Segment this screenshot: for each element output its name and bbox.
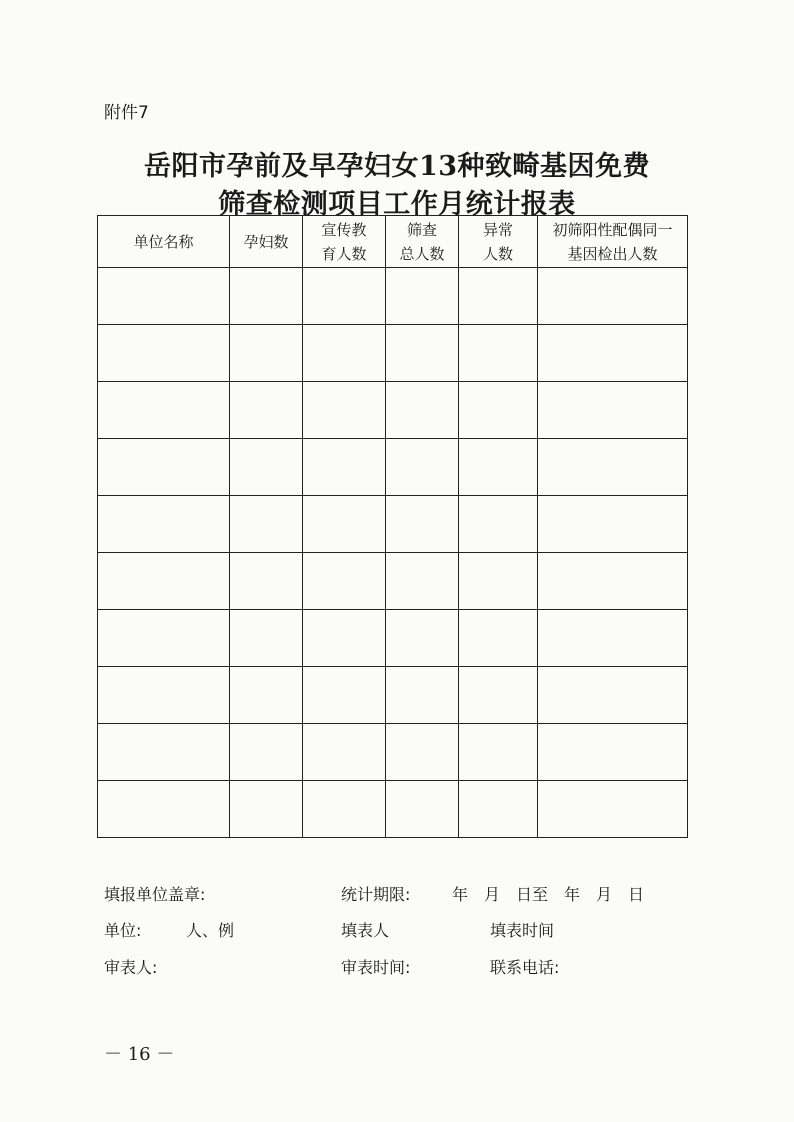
table-cell — [230, 325, 303, 382]
table-cell — [230, 268, 303, 325]
table-cell — [98, 496, 230, 553]
table-row — [98, 724, 688, 781]
table-cell — [459, 496, 538, 553]
table-cell — [386, 439, 459, 496]
unit-value: 人、例 — [186, 921, 235, 940]
header-screening-total: 筛查 总人数 — [386, 216, 459, 268]
table-cell — [538, 439, 688, 496]
table-cell — [230, 724, 303, 781]
attachment-label: 附件7 — [104, 103, 149, 123]
filler-label: 填表人 — [341, 921, 390, 940]
seal-label: 填报单位盖章: — [104, 885, 206, 904]
table-cell — [538, 781, 688, 838]
table-cell — [459, 610, 538, 667]
table-cell — [386, 724, 459, 781]
statistics-table — [97, 215, 688, 838]
table-cell — [386, 553, 459, 610]
table-cell — [538, 724, 688, 781]
table-cell — [230, 553, 303, 610]
table-cell — [230, 382, 303, 439]
table-cell — [386, 268, 459, 325]
table-cell — [538, 325, 688, 382]
table-row — [98, 553, 688, 610]
table-cell — [303, 325, 386, 382]
table-cell — [538, 610, 688, 667]
table-cell — [98, 382, 230, 439]
table-cell — [98, 325, 230, 382]
table-cell — [538, 667, 688, 724]
review-time-label: 审表时间: — [341, 958, 411, 977]
table-cell — [386, 781, 459, 838]
table-row — [98, 382, 688, 439]
table-cell — [538, 382, 688, 439]
header-unit-name: 单位名称 — [98, 216, 230, 268]
header-pregnant-count: 孕妇数 — [230, 216, 303, 268]
table-cell — [230, 610, 303, 667]
table-cell — [538, 268, 688, 325]
table-cell — [230, 781, 303, 838]
table-cell — [459, 439, 538, 496]
table-cell — [386, 610, 459, 667]
period-label: 统计期限: — [341, 885, 411, 904]
header-abnormal-count: 异常 人数 — [459, 216, 538, 268]
table-cell — [303, 610, 386, 667]
table-cell — [386, 382, 459, 439]
header-spouse-gene-count: 初筛阳性配偶同一 基因检出人数 — [538, 216, 688, 268]
table-row — [98, 268, 688, 325]
table-cell — [230, 496, 303, 553]
table-cell — [303, 667, 386, 724]
table-cell — [303, 781, 386, 838]
table-header-row — [98, 216, 688, 268]
reviewer-label: 审表人: — [104, 958, 158, 977]
table-cell — [303, 439, 386, 496]
header-education-count: 宣传教 育人数 — [303, 216, 386, 268]
table-cell — [459, 268, 538, 325]
table-cell — [230, 439, 303, 496]
table-cell — [538, 496, 688, 553]
table-cell — [538, 553, 688, 610]
table-row — [98, 439, 688, 496]
table-cell — [459, 724, 538, 781]
page-number: － 16 － — [104, 1044, 175, 1065]
table-body — [98, 268, 688, 838]
table-row — [98, 610, 688, 667]
table-cell — [303, 382, 386, 439]
phone-label: 联系电话: — [490, 958, 560, 977]
table-cell — [98, 781, 230, 838]
table-cell — [98, 439, 230, 496]
table-cell — [459, 325, 538, 382]
table-cell — [303, 724, 386, 781]
table-cell — [386, 496, 459, 553]
table-cell — [459, 382, 538, 439]
table-cell — [303, 268, 386, 325]
title-line-2: 筛查检测项目工作月统计报表 — [218, 189, 576, 220]
title-line-1: 岳阳市孕前及早孕妇女13种致畸基因免费 — [143, 151, 651, 182]
fill-time-label: 填表时间 — [490, 921, 555, 940]
unit-label: 单位: — [104, 921, 142, 940]
table-row — [98, 667, 688, 724]
table-cell — [459, 781, 538, 838]
period-date-blanks: 年 月 日至 年 月 日 — [452, 885, 645, 904]
table-row — [98, 325, 688, 382]
table-cell — [459, 667, 538, 724]
table-cell — [303, 496, 386, 553]
table-row — [98, 781, 688, 838]
table-cell — [98, 667, 230, 724]
table-row — [98, 496, 688, 553]
table-cell — [98, 268, 230, 325]
table-cell — [98, 724, 230, 781]
table-cell — [230, 667, 303, 724]
table-cell — [98, 610, 230, 667]
table-cell — [386, 667, 459, 724]
table-cell — [98, 553, 230, 610]
table-cell — [303, 553, 386, 610]
table-cell — [386, 325, 459, 382]
table-cell — [459, 553, 538, 610]
